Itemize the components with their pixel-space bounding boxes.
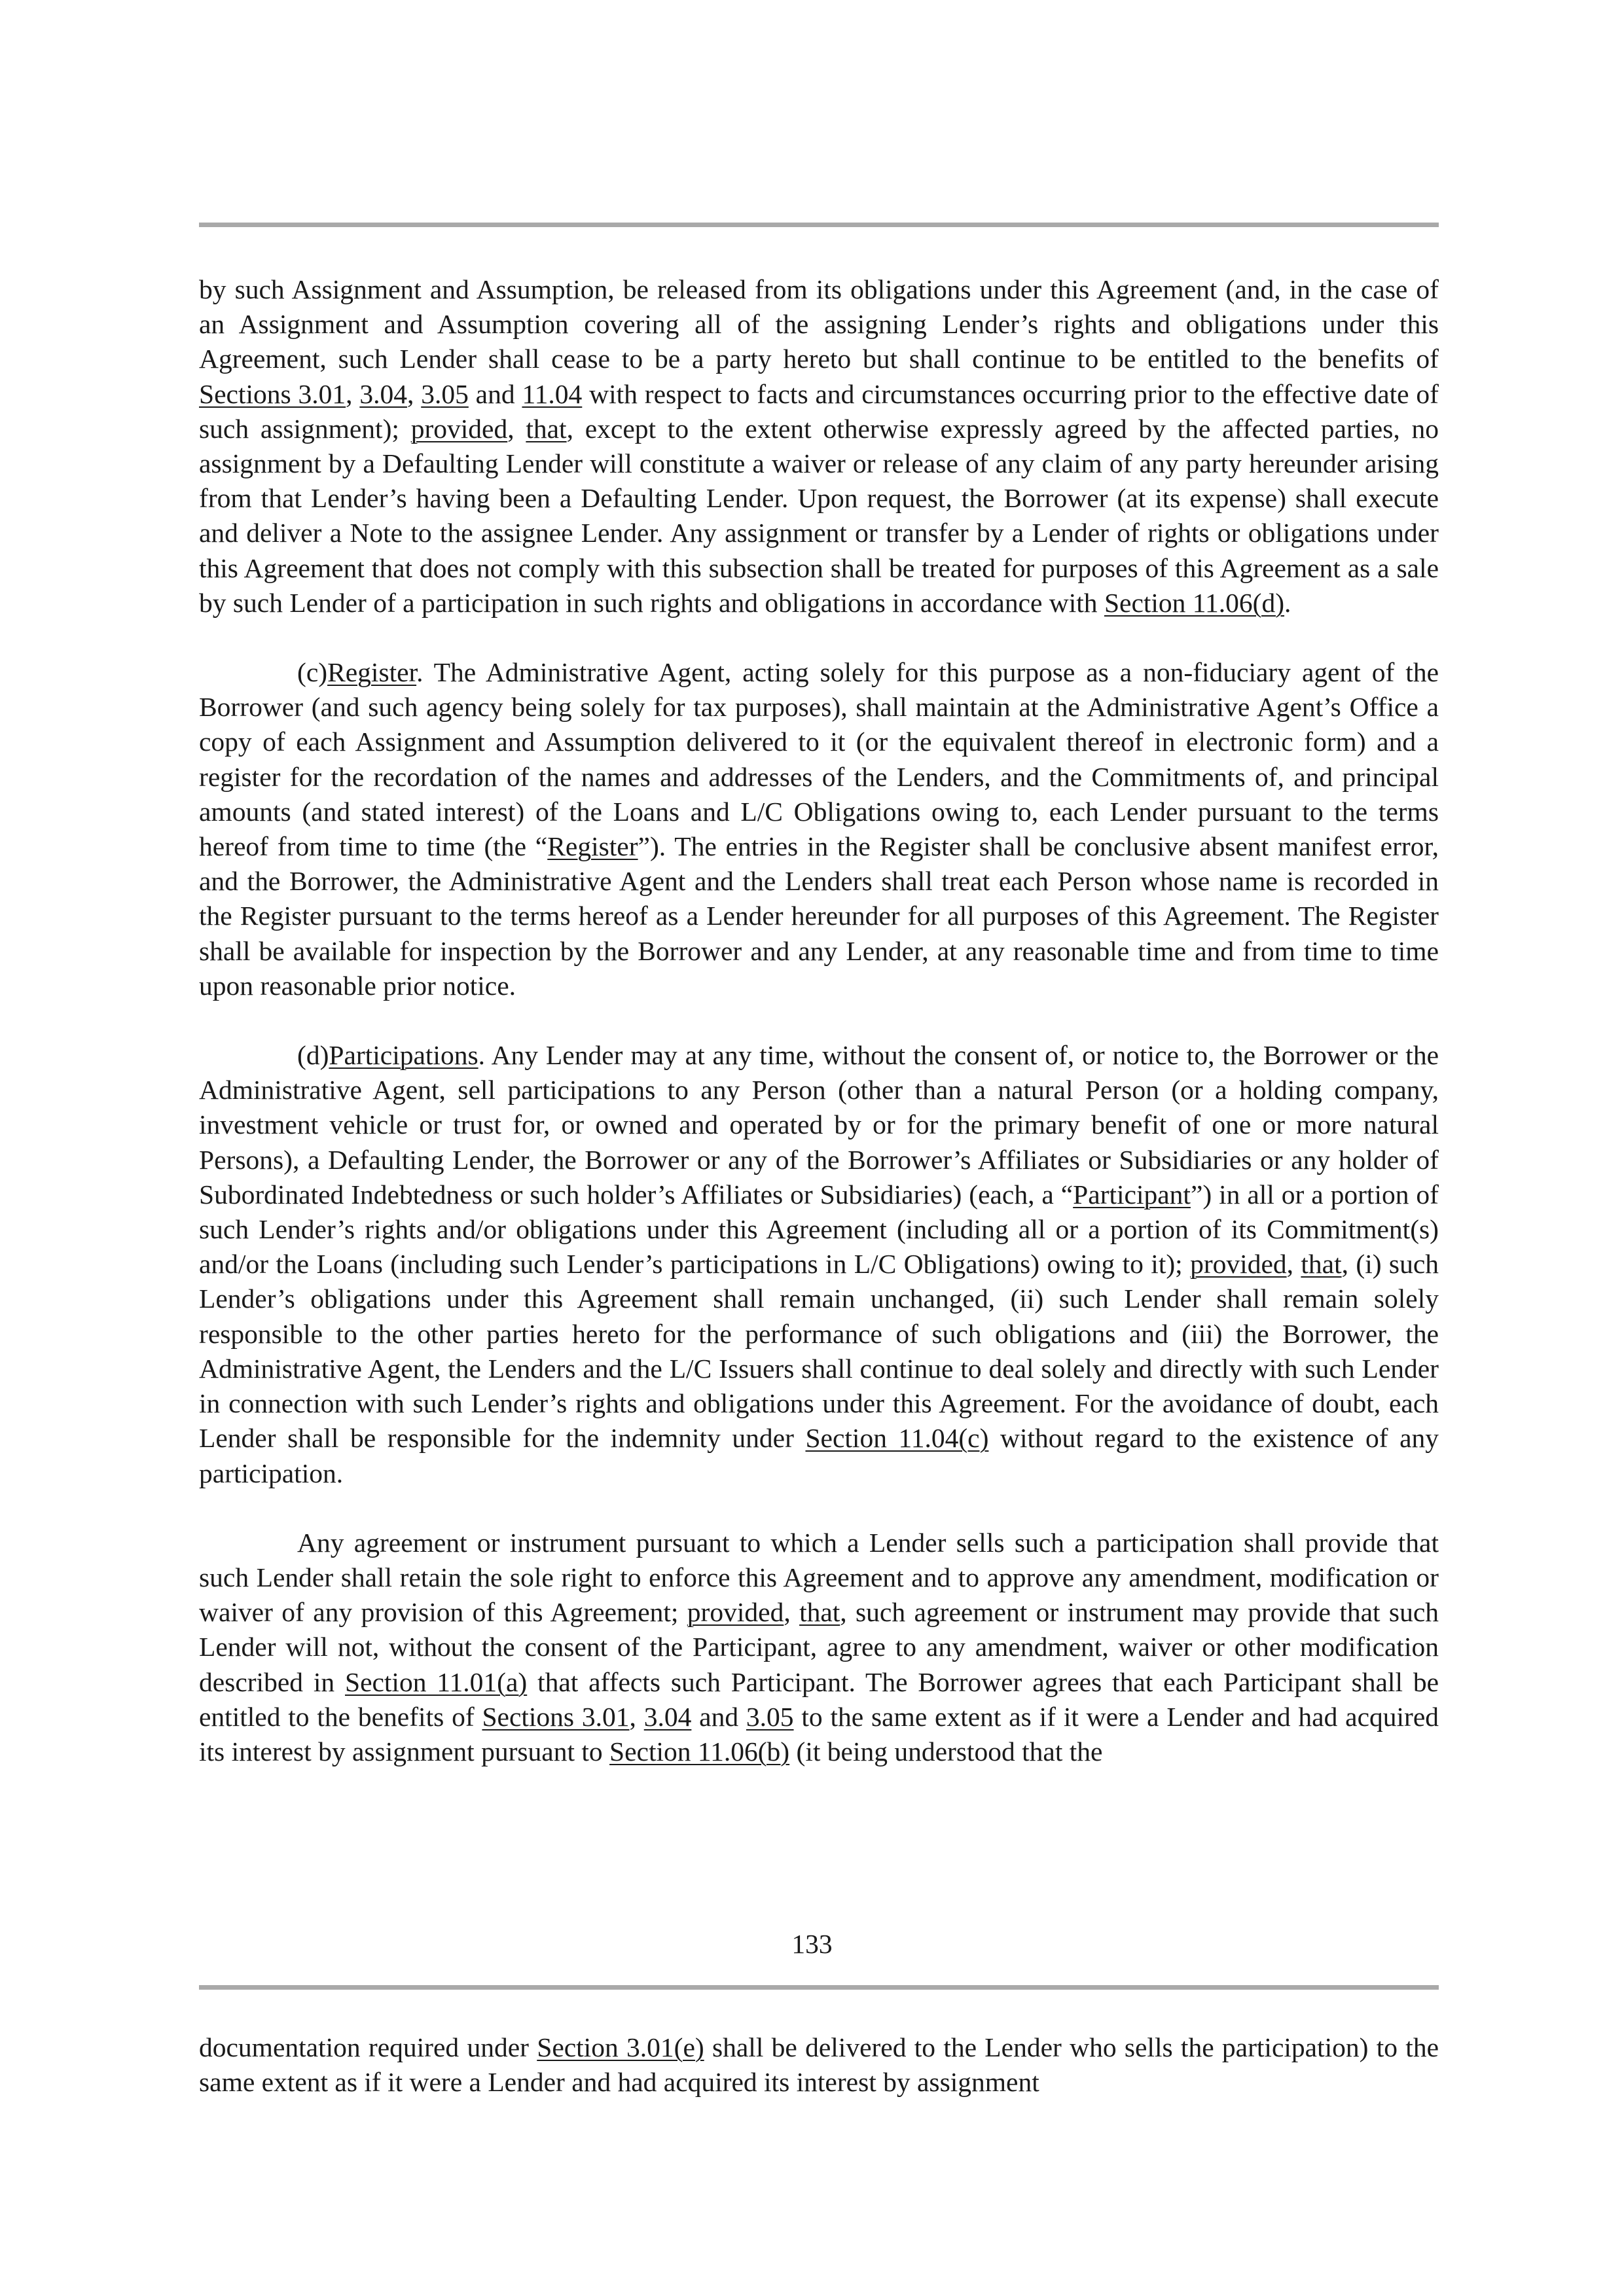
text-run: documentation required under: [199, 2032, 537, 2062]
section-reference-link[interactable]: Section 3.01(e): [537, 2032, 704, 2062]
clause-label: (d): [297, 1040, 329, 1071]
text-run: , such agreement or instrument may provide that such Lender will not, without the consent of the Participant, agree to any amendment, waiver or other modification described in: [199, 1597, 1439, 1697]
page-body: [199, 272, 1439, 1769]
defined-term: Register: [547, 831, 638, 862]
underlined-term: provided: [410, 413, 508, 444]
section-reference-link[interactable]: Section 11.04(c): [805, 1423, 989, 1454]
underlined-term: provided: [1190, 1249, 1287, 1280]
underlined-term: that: [526, 413, 567, 444]
section-reference-link[interactable]: 3.04: [359, 378, 407, 409]
paragraph-continued: [199, 2030, 1439, 2100]
text-run: with respect to facts and circumstances occurring prior to the effective date of such assignment);: [199, 378, 1439, 444]
text-run: and: [468, 378, 522, 409]
clause-heading: Participations: [329, 1040, 478, 1071]
text-run: ”). The entries in the Register shall be conclusive absent manifest error, and the Borrower, the Administrative Agent and the Lenders shall treat each Person whose name is recorded in the Register pursuant to the terms hereof as a Lender hereunder for all purposes of this Agreement. The Register shall be available for inspection by the Borrower and any Lender, at any reasonable time and from time to time upon reasonable prior notice.: [199, 831, 1439, 1001]
next-page-body: [199, 2030, 1439, 2100]
underlined-term: provided: [687, 1597, 784, 1628]
text-run: ,: [1286, 1249, 1301, 1280]
text-run: ”) in all or a portion of such Lender’s rights and/or obligations under this Agreement (including all or a portion of its Commitment(s) and/or the Loans (including such Lender’s participations in L/C Obligations) owing to it);: [199, 1179, 1439, 1280]
page-number: 133: [791, 1929, 833, 1959]
text-run: without regard to the existence of any participation.: [199, 1423, 1439, 1488]
text-run: .: [1284, 587, 1291, 618]
paragraph-participations: [199, 1038, 1439, 1491]
text-run: shall be delivered to the Lender who sells the participation) to the same extent as if it were a Lender and had acquired its interest by assignment: [199, 2032, 1439, 2098]
section-reference-link[interactable]: Sections 3.01: [482, 1701, 630, 1732]
text-run: , except to the extent otherwise expressly agreed by the affected parties, no assignment by a Defaulting Lender will constitute a waiver or release of any claim of any party hereunder arising from that Lender’s having been a Defaulting Lender. Upon request, the Borrower (at its expense) shall execute and deliver a Note to the assignee Lender. Any assignment or transfer by a Lender of rights or obligations under this Agreement that does not comply with this subsection shall be treated for purposes of this Agreement as a sale by such Lender of a participation in such rights and obligations in accordance with: [199, 413, 1439, 618]
section-reference-link[interactable]: Section 11.06(b): [609, 1736, 790, 1767]
text-run: ,: [507, 413, 526, 444]
section-reference-link[interactable]: 3.05: [421, 378, 469, 409]
section-reference-link[interactable]: Section 11.06(d): [1104, 587, 1285, 618]
text-run: . The Administrative Agent, acting solely for this purpose as a non-fiduciary agent of the Borrower (and such agency being solely for tax purposes), shall maintain at the Administrative Agent’s Office a copy of each Assignment and Assumption delivered to it (or the equivalent thereof in electronic form) and a register for the recordation of the names and addresses of the Lenders, and the Commitments of, and principal amounts (and stated interest) of the Loans and L/C Obligations owing to, each Lender pursuant to the terms hereof from time to time (the “: [199, 657, 1439, 862]
text-run: (it being understood that the: [789, 1736, 1103, 1767]
text-run: and: [691, 1701, 746, 1732]
section-reference-link[interactable]: 3.05: [746, 1701, 794, 1732]
paragraph-participation-agreement: [199, 1526, 1439, 1769]
text-run: ,: [629, 1701, 644, 1732]
underlined-term: that: [799, 1597, 840, 1628]
section-reference-link[interactable]: Sections 3.01: [199, 378, 346, 409]
text-run: ,: [346, 378, 360, 409]
text-run: to the same extent as if it were a Lender and had acquired its interest by assignment pursuant to: [199, 1701, 1439, 1767]
text-run: by such Assignment and Assumption, be released from its obligations under this Agreement (and, in the case of an Assignment and Assumption covering all of the assigning Lender’s rights and obligations under this Agreement, such Lender shall cease to be a party hereto but shall continue to be entitled to the benefits of: [199, 274, 1439, 374]
paragraph-register: [199, 655, 1439, 1003]
underlined-term: that: [1301, 1249, 1342, 1280]
text-run: ,: [784, 1597, 800, 1628]
defined-term: Participant: [1073, 1179, 1191, 1210]
paragraph-assignment-release: [199, 272, 1439, 620]
clause-label: (c): [297, 657, 328, 688]
text-run: . Any Lender may at any time, without the consent of, or notice to, the Borrower or the Administrative Agent, sell participations to any Person (other than a natural Person (or a holding company, investment vehicle or trust for, or owned and operated by or for the primary benefit of one or more natural Persons), a Defaulting Lender, the Borrower or any of the Borrower’s Affiliates or Subsidiaries or any holder of Subordinated Indebtedness or such holder’s Affiliates or Subsidiaries) (each, a “: [199, 1040, 1439, 1210]
section-reference-link[interactable]: 11.04: [522, 378, 583, 409]
text-run: ,: [406, 378, 422, 409]
page-top-rule: [199, 223, 1439, 227]
page-break-rule: [199, 1985, 1439, 1990]
section-reference-link[interactable]: Section 11.01(a): [344, 1666, 528, 1697]
text-run: that affects such Participant. The Borrower agrees that each Participant shall be entitled to the benefits of: [199, 1666, 1439, 1732]
text-run: , (i) such Lender’s obligations under this Agreement shall remain unchanged, (ii) such Lender shall remain solely responsible to the other parties hereto for the performance of such obligations and (iii) the Borrower, the Administrative Agent, the Lenders and the L/C Issuers shall continue to deal solely and directly with such Lender in connection with such Lender’s rights and obligations under this Agreement. For the avoidance of doubt, each Lender shall be responsible for the indemnity under: [199, 1249, 1439, 1454]
section-reference-link[interactable]: 3.04: [643, 1701, 692, 1732]
clause-heading: Register: [327, 657, 417, 688]
text-run: Any agreement or instrument pursuant to which a Lender sells such a participation shall provide that such Lender shall retain the sole right to enforce this Agreement and to approve any amendment, modification or waiver of any provision of this Agreement;: [199, 1527, 1439, 1628]
